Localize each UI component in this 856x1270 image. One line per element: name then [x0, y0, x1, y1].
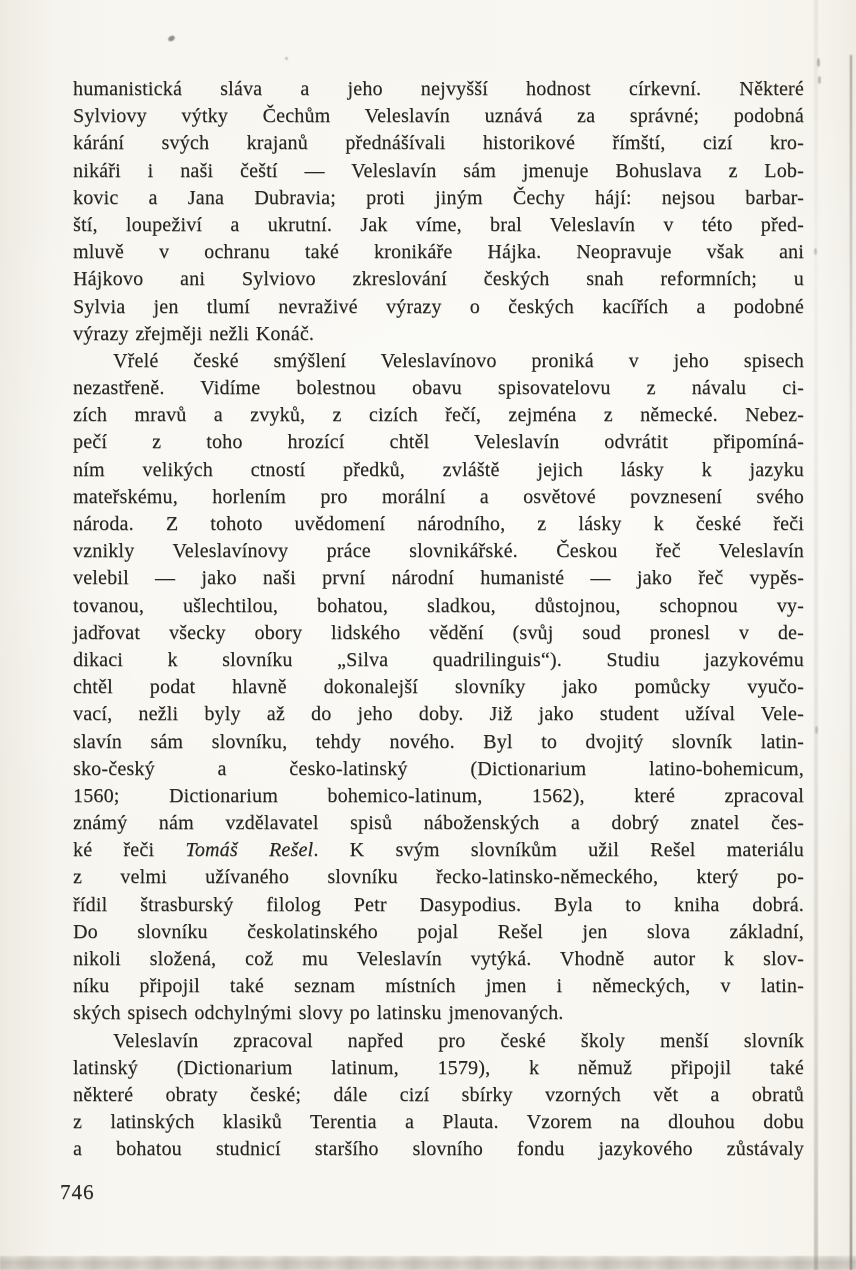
page-edge-shadow [850, 55, 852, 1270]
text-line: nezastřeně. Vidíme bolestnou obavu spisovatelovu z návalu ci- [73, 377, 804, 400]
ink-speck [814, 248, 817, 255]
text-line: ním velikých ctností předků, zvláště jejich lásky k jazyku [73, 458, 804, 481]
ink-speck [817, 58, 820, 67]
ink-speck [815, 726, 818, 734]
text-line: vznikly Veleslavínovy práce slovnikářské. Českou řeč Veleslavín [73, 540, 804, 563]
text-line: dikaci k slovníku „Silva quadrilinguis“). Studiu jazykovému [73, 648, 804, 671]
ink-speck [285, 57, 288, 60]
text-line: slavín sám slovníku, tehdy nového. Byl to dvojitý slovník latin- [73, 730, 804, 753]
text-line: národa. Z tohoto uvědomení národního, z lásky k české řeči [73, 513, 804, 535]
text-line: pečí z toho hrozící chtěl Veleslavín odvrátit připomíná- [73, 431, 804, 454]
paragraph [73, 348, 804, 1028]
paragraph [73, 1028, 804, 1164]
text-line: řídil štrasburský filolog Petr Dasypodius. Byla to kniha dobrá. [73, 893, 804, 916]
text-line: ští, loupeživí a ukrutní. Jak víme, bral Veleslavín v této před- [73, 213, 804, 236]
text-line: z latinských klasiků Terentia a Plauta. Vzorem na dlouhou dobu [73, 1111, 804, 1134]
text-line: Sylviovy výtky Čechům Veleslavín uznává za správné; podobná [73, 105, 804, 128]
page-crease [814, 0, 818, 1270]
text-line: chtěl podat hlavně dokonalejší slovníky jako pomůcky vyučo- [73, 676, 804, 699]
text-line: výrazy zřejměji nežli Konáč. [73, 322, 315, 345]
text-line: Hájkovo ani Sylviovo zkreslování českých snah reformních; u [73, 268, 804, 291]
text-line: vací, nežli byly až do jeho doby. Již jako student užíval Vele- [73, 703, 804, 726]
text-line: latinský (Dictionarium latinum, 1579), k němuž připojil také [73, 1056, 804, 1079]
text-line: známý nám vzdělavatel spisů náboženských a dobrý znatel čes- [73, 812, 804, 835]
text-line: zích mravů a zvyků, z cizích řečí, zejména z německé. Nebez- [73, 404, 804, 427]
text-line: velebil — jako naši první národní humanisté — jako řeč vypěs- [73, 567, 804, 590]
text-line: kovic a Jana Dubravia; proti jiným Čechy hájí: nejsou barbar- [73, 186, 804, 209]
text-line: z velmi užívaného slovníku řecko-latinsko-německého, který po- [73, 866, 804, 889]
text-line: Do slovníku českolatinského pojal Rešel jen slova základní, [73, 920, 804, 943]
text-line: tovanou, ušlechtilou, bohatou, sladkou, důstojnou, schopnou vy- [73, 594, 804, 617]
text-line: 1560; Dictionarium bohemico-latinum, 1562), které zpracoval [73, 784, 804, 807]
text-line: některé obraty české; dále cizí sbírky vzorných vět a obratů [73, 1083, 804, 1106]
text-line: humanistická sláva a jeho nejvyšší hodnost církevní. Některé [73, 78, 804, 100]
text-line: sko-český a česko-latinský (Dictionarium latino-bohemicum, [73, 757, 804, 780]
page-number: 746 [60, 1180, 95, 1204]
text-line: nikáři i naši čeští — Veleslavín sám jmenuje Bohuslava z Lob- [73, 159, 804, 182]
text-line: mluvě v ochranu také kronikáře Hájka. Neopravuje však ani [73, 241, 804, 264]
ink-speck [818, 76, 821, 84]
scan-bottom-edge [0, 1256, 856, 1270]
ink-speck [167, 35, 176, 43]
text-block [73, 76, 804, 1164]
text-line: nikoli složená, což mu Veleslavín vytýká. Vhodně autor k slov- [73, 948, 804, 970]
text-line: jadřovat všecky obory lidského vědění (svůj soud pronesl v de- [73, 621, 804, 644]
text-line: ké řeči Tomáš Rešel. K svým slovníkům užil Rešel materiálu [73, 839, 804, 862]
text-line: a bohatou studnicí staršího slovního fondu jazykového zůstávaly [73, 1138, 804, 1161]
text-line: Veleslavín zpracoval napřed pro české školy menší slovník [113, 1029, 804, 1052]
text-line: mateřskému, horlením pro morální a osvětové povznesení svého [73, 485, 804, 508]
text-line: Vřelé české smýšlení Veleslavínovo proniká v jeho spisech [113, 349, 804, 372]
text-line: Sylvia jen tlumí nevraživé výrazy o českých kacířích a podobné [73, 295, 804, 318]
paragraph [73, 76, 804, 348]
text-line: ských spisech odchylnými slovy po latinsku jmenovaných. [73, 1002, 564, 1025]
text-line: níku připojil také seznam místních jmen i německých, v latin- [73, 975, 804, 998]
text-line: kárání svých krajanů přednášívali historikové římští, cizí kro- [73, 132, 804, 155]
